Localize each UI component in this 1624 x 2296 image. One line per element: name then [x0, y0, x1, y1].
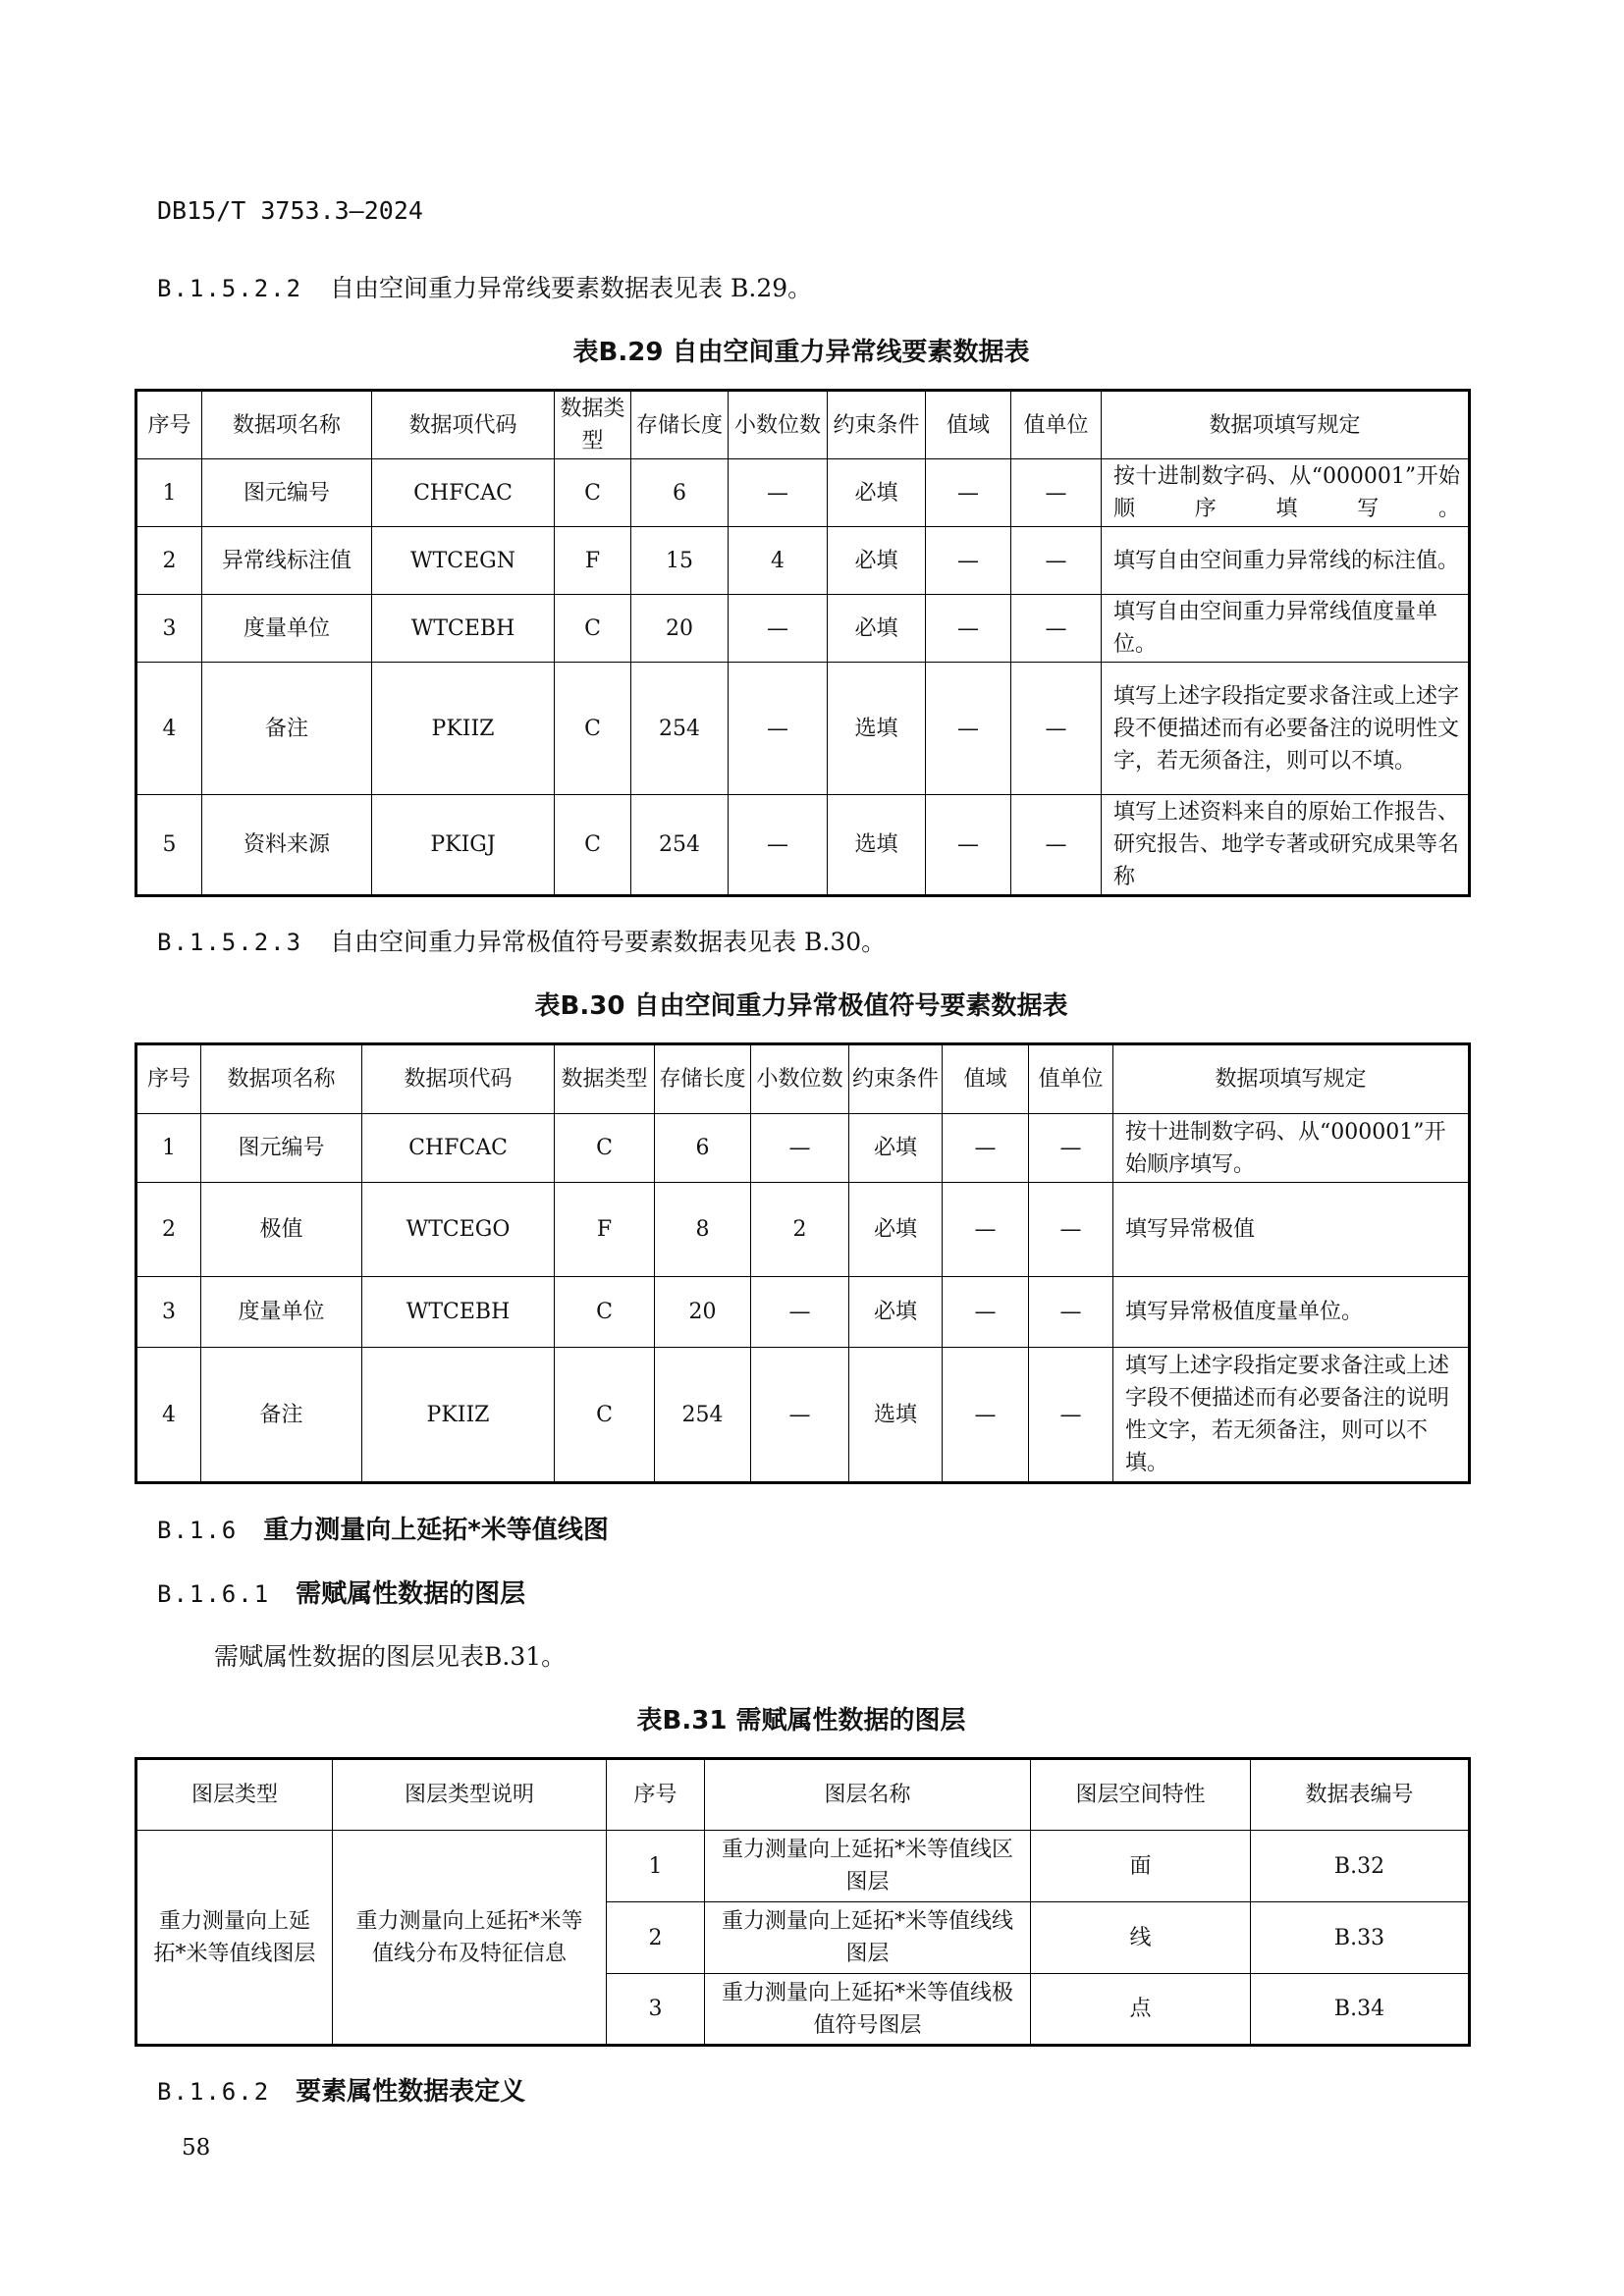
- header-cell: 序号: [607, 1759, 705, 1831]
- section-b16: [157, 1510, 609, 1546]
- table-cell: 5: [136, 795, 202, 896]
- table-cell: —: [926, 663, 1011, 795]
- table-cell: PKIIZ: [362, 1348, 555, 1483]
- table-cell: 度量单位: [202, 595, 372, 663]
- table-cell: 1: [136, 1114, 201, 1183]
- table-cell: 1: [607, 1831, 705, 1902]
- table-cell: —: [1011, 595, 1102, 663]
- header-cell: 数据类型: [555, 1044, 655, 1114]
- table-cell: 15: [631, 527, 729, 595]
- table-cell: 选填: [828, 663, 926, 795]
- table-cell: 备注: [201, 1348, 362, 1483]
- clause-b15222: [157, 269, 812, 304]
- table-cell: 254: [631, 663, 729, 795]
- table-cell: —: [926, 527, 1011, 595]
- table-cell: 图元编号: [202, 459, 372, 527]
- table-cell: 4: [136, 663, 202, 795]
- table-cell: —: [729, 459, 828, 527]
- section-title: 需赋属性数据的图层: [296, 1579, 526, 1609]
- section-number: B.1.6.1: [157, 1580, 271, 1608]
- table-cell: —: [1011, 527, 1102, 595]
- table-cell: —: [751, 1348, 849, 1483]
- header-cell: 数据表编号: [1251, 1759, 1470, 1831]
- header-cell: 存储长度: [631, 391, 729, 459]
- table-cell: PKIGJ: [372, 795, 555, 896]
- table-cell: —: [1029, 1277, 1113, 1348]
- table-row: [136, 1348, 1470, 1483]
- header-cell: 值域: [926, 391, 1011, 459]
- header-cell: 值单位: [1029, 1044, 1113, 1114]
- table-cell: 面: [1031, 1831, 1251, 1902]
- table-cell-rule: 按十进制数字码、从“000001”开始顺序填写。: [1102, 459, 1470, 527]
- table-b29-caption: 表B.29 自由空间重力异常线要素数据表: [572, 338, 1030, 367]
- table-cell: —: [926, 459, 1011, 527]
- table-cell-rule: 填写上述字段指定要求备注或上述字段不便描述而有必要备注的说明性文字，若无须备注，则可以不填。: [1102, 663, 1470, 795]
- table-cell: C: [555, 459, 631, 527]
- table-cell: 2: [136, 527, 202, 595]
- table-cell: —: [751, 1114, 849, 1183]
- table-row: [136, 527, 1470, 595]
- layer-type-cell: 重力测量向上延拓*米等值线图层: [136, 1831, 333, 2046]
- table-cell: 20: [631, 595, 729, 663]
- table-cell-rule: 填写上述字段指定要求备注或上述字段不便描述而有必要备注的说明性文字，若无须备注，则可以不填。: [1113, 1348, 1470, 1483]
- table-cell: B.32: [1251, 1831, 1470, 1902]
- table-cell: WTCEBH: [362, 1277, 555, 1348]
- table-cell: WTCEGN: [372, 527, 555, 595]
- table-cell: 极值: [201, 1183, 362, 1277]
- table-header-row: [136, 1759, 1470, 1831]
- table-cell: 6: [631, 459, 729, 527]
- table-cell: 备注: [202, 663, 372, 795]
- table-row: [136, 1277, 1470, 1348]
- table-cell-rule: 按十进制数字码、从“000001”开始顺序填写。: [1113, 1114, 1470, 1183]
- table-cell: 图元编号: [201, 1114, 362, 1183]
- table-cell: 选填: [828, 795, 926, 896]
- table-row: [136, 663, 1470, 795]
- table-cell: C: [555, 795, 631, 896]
- table-b31-caption: 表B.31 需赋属性数据的图层: [636, 1706, 966, 1735]
- table-cell: 度量单位: [201, 1277, 362, 1348]
- header-cell: 数据项填写规定: [1102, 391, 1470, 459]
- header-cell: 值域: [943, 1044, 1029, 1114]
- header-cell: 序号: [136, 1044, 201, 1114]
- table-cell: —: [926, 595, 1011, 663]
- table-cell: 1: [136, 459, 202, 527]
- table-cell: 8: [655, 1183, 751, 1277]
- table-cell: —: [729, 663, 828, 795]
- table-cell: CHFCAC: [372, 459, 555, 527]
- clause-b15223: [157, 923, 886, 958]
- table-cell: —: [943, 1114, 1029, 1183]
- table-b29: [135, 389, 1471, 897]
- table-b30: [135, 1042, 1471, 1484]
- table-row: [136, 459, 1470, 527]
- header-cell: 数据项名称: [201, 1044, 362, 1114]
- table-cell: B.33: [1251, 1902, 1470, 1974]
- table-cell: CHFCAC: [362, 1114, 555, 1183]
- section-number: B.1.6.2: [157, 2078, 271, 2106]
- table-cell: 3: [136, 1277, 201, 1348]
- table-header-row: [136, 1044, 1470, 1114]
- table-cell: PKIIZ: [372, 663, 555, 795]
- table-cell: —: [729, 595, 828, 663]
- table-cell: 2: [751, 1183, 849, 1277]
- paragraph: 需赋属性数据的图层见表B.31。: [214, 1642, 567, 1671]
- table-cell: C: [555, 595, 631, 663]
- table-cell: 20: [655, 1277, 751, 1348]
- table-row: [136, 595, 1470, 663]
- section-title: 要素属性数据表定义: [296, 2077, 526, 2107]
- table-cell: 点: [1031, 1974, 1251, 2046]
- table-cell: 重力测量向上延拓*米等值线线图层: [705, 1902, 1031, 1974]
- table-cell: C: [555, 663, 631, 795]
- table-cell: 6: [655, 1114, 751, 1183]
- header-cell: 图层名称: [705, 1759, 1031, 1831]
- table-cell: 2: [136, 1183, 201, 1277]
- table-cell: F: [555, 527, 631, 595]
- table-row: [136, 1183, 1470, 1277]
- table-cell: —: [943, 1277, 1029, 1348]
- table-cell: WTCEBH: [372, 595, 555, 663]
- table-cell: —: [729, 795, 828, 896]
- clause-number: B.1.5.2.2: [157, 275, 303, 302]
- header-cell: 数据项名称: [202, 391, 372, 459]
- header-cell: 序号: [136, 391, 202, 459]
- table-cell: F: [555, 1183, 655, 1277]
- table-cell: —: [943, 1183, 1029, 1277]
- table-cell: 必填: [828, 459, 926, 527]
- table-cell: 必填: [849, 1114, 943, 1183]
- header-cell: 数据项填写规定: [1113, 1044, 1470, 1114]
- table-header-row: [136, 391, 1470, 459]
- table-row: [136, 795, 1470, 896]
- table-cell-rule: 填写异常极值: [1113, 1183, 1470, 1277]
- clause-number: B.1.5.2.3: [157, 929, 303, 956]
- header-cell: 约束条件: [828, 391, 926, 459]
- table-cell: 3: [136, 595, 202, 663]
- header-cell: 小数位数: [729, 391, 828, 459]
- header-cell: 图层类型: [136, 1759, 333, 1831]
- table-cell: —: [1011, 459, 1102, 527]
- table-cell: —: [1029, 1114, 1113, 1183]
- table-cell: 必填: [849, 1277, 943, 1348]
- table-cell: 重力测量向上延拓*米等值线极值符号图层: [705, 1974, 1031, 2046]
- table-cell: —: [926, 795, 1011, 896]
- table-cell: 4: [136, 1348, 201, 1483]
- header-cell: 约束条件: [849, 1044, 943, 1114]
- header-cell: 存储长度: [655, 1044, 751, 1114]
- table-cell: —: [943, 1348, 1029, 1483]
- table-cell: 254: [655, 1348, 751, 1483]
- table-cell: 资料来源: [202, 795, 372, 896]
- header-cell: 数据项代码: [372, 391, 555, 459]
- section-b162: [157, 2071, 525, 2108]
- table-cell-rule: 填写自由空间重力异常线的标注值。: [1102, 527, 1470, 595]
- table-cell: —: [1011, 663, 1102, 795]
- table-cell: C: [555, 1277, 655, 1348]
- layer-desc-cell: 重力测量向上延拓*米等值线分布及特征信息: [333, 1831, 607, 2046]
- header-cell: 数据类型: [555, 391, 631, 459]
- section-title: 重力测量向上延拓*米等值线图: [263, 1516, 609, 1545]
- table-row: [136, 1831, 1470, 1902]
- table-cell: 必填: [828, 595, 926, 663]
- table-cell: 3: [607, 1974, 705, 2046]
- section-b161: [157, 1574, 525, 1610]
- clause-text: 自由空间重力异常极值符号要素数据表见表 B.30。: [330, 928, 887, 956]
- table-cell: 重力测量向上延拓*米等值线区图层: [705, 1831, 1031, 1902]
- table-cell: B.34: [1251, 1974, 1470, 2046]
- table-cell: 4: [729, 527, 828, 595]
- table-cell: —: [1029, 1348, 1113, 1483]
- header-cell: 小数位数: [751, 1044, 849, 1114]
- table-cell: 2: [607, 1902, 705, 1974]
- table-cell: 必填: [828, 527, 926, 595]
- header-cell: 图层空间特性: [1031, 1759, 1251, 1831]
- table-cell: 254: [631, 795, 729, 896]
- table-b31: [135, 1757, 1471, 2047]
- header-cell: 数据项代码: [362, 1044, 555, 1114]
- header-cell: 值单位: [1011, 391, 1102, 459]
- page-number: 58: [182, 2135, 211, 2161]
- table-cell: —: [1029, 1183, 1113, 1277]
- table-row: [136, 1114, 1470, 1183]
- table-cell: —: [1011, 795, 1102, 896]
- document-header: DB15/T 3753.3—2024: [157, 196, 423, 225]
- header-cell: 图层类型说明: [333, 1759, 607, 1831]
- table-b30-caption: 表B.30 自由空间重力异常极值符号要素数据表: [534, 991, 1068, 1021]
- table-cell: 必填: [849, 1183, 943, 1277]
- table-cell: 选填: [849, 1348, 943, 1483]
- table-cell-rule: 填写上述资料来自的原始工作报告、研究报告、地学专著或研究成果等名称: [1102, 795, 1470, 896]
- table-cell: C: [555, 1114, 655, 1183]
- table-cell: 异常线标注值: [202, 527, 372, 595]
- table-cell-rule: 填写自由空间重力异常线值度量单位。: [1102, 595, 1470, 663]
- table-cell: WTCEGO: [362, 1183, 555, 1277]
- clause-text: 自由空间重力异常线要素数据表见表 B.29。: [330, 274, 813, 302]
- section-number: B.1.6: [157, 1517, 239, 1544]
- table-cell-rule: 填写异常极值度量单位。: [1113, 1277, 1470, 1348]
- table-cell: —: [751, 1277, 849, 1348]
- table-cell: 线: [1031, 1902, 1251, 1974]
- table-cell: C: [555, 1348, 655, 1483]
